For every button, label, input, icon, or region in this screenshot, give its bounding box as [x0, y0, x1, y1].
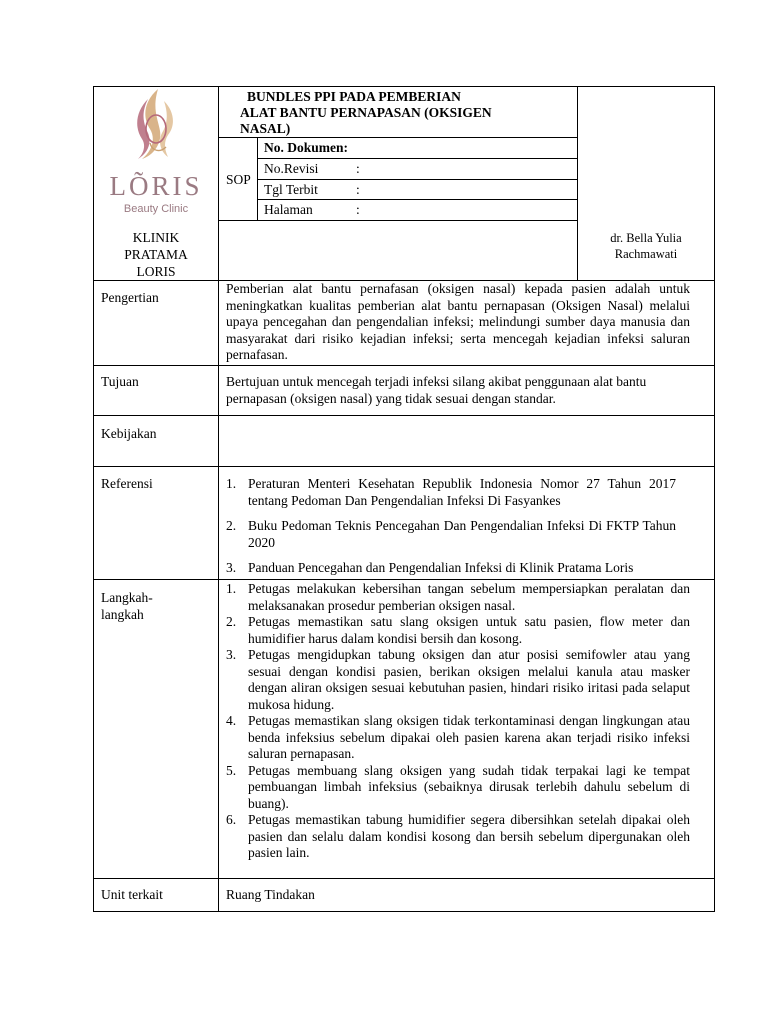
list-number: 5.	[226, 762, 237, 778]
field-label: Tgl Terbit	[264, 182, 318, 197]
clinic-name	[94, 229, 218, 280]
list-text: Petugas memastikan slang oksigen tidak terkontaminasi dengan lingkungan atau benda infeksius sebelum dipakai oleh pasien karena akan terjadi risiko infeksi saluran pernapasan.	[248, 713, 690, 761]
row-text-unit: Ruang Tindakan	[226, 887, 315, 902]
row-label-unit: Unit terkait	[101, 887, 163, 902]
referensi-list	[226, 476, 676, 577]
field-value: :	[356, 182, 360, 197]
row-label-referensi: Referensi	[101, 476, 153, 491]
list-number: 4.	[226, 713, 237, 728]
field-label: Halaman	[264, 202, 313, 217]
list-number: 2.	[226, 614, 237, 629]
list-number: 1.	[226, 476, 237, 491]
field-label: No.Revisi	[264, 161, 319, 176]
list-text: Petugas memastikan satu slang oksigen untuk satu pasien, flow meter dan humidifier harus dalam kondisi bersih dan kosong.	[248, 614, 690, 646]
list-item	[226, 763, 690, 813]
field-label: No. Dokumen:	[264, 140, 349, 155]
signatory-line-1: dr. Bella Yulia	[610, 231, 682, 245]
list-number: 1.	[226, 581, 237, 596]
list-number: 3.	[226, 560, 237, 575]
signatory	[578, 231, 714, 262]
clinic-logo	[94, 87, 218, 220]
row-label-tujuan: Tujuan	[101, 374, 139, 389]
list-item	[226, 560, 718, 577]
list-number: 2.	[226, 518, 237, 533]
logo-mark-icon	[94, 87, 218, 175]
field-halaman	[264, 202, 564, 219]
list-text: Buku Pedoman Teknis Pencegahan Dan Pengendalian Infeksi Di FKTP Tahun 2020	[248, 518, 676, 550]
list-number: 6.	[226, 812, 237, 827]
field-value: :	[356, 161, 360, 176]
list-item	[226, 518, 676, 551]
document-title	[240, 89, 572, 137]
list-text: Petugas membuang slang oksigen yang sudah tidak terpakai lagi ke tempat pembuangan limbah infeksius (sebaiknya dirusak terlebih dahulu sebelum di buang).	[248, 762, 690, 811]
title-line-1: BUNDLES PPI PADA PEMBERIAN	[247, 89, 461, 104]
list-text: Peraturan Menteri Kesehatan Republik Indonesia Nomor 27 Tahun 2017 tentang Pedoman Dan Pengendalian Infeksi Di Fasyankes	[248, 476, 676, 508]
title-line-2: ALAT BANTU PERNAPASAN (OKSIGEN	[240, 105, 492, 120]
row-label-kebijakan: Kebijakan	[101, 426, 157, 441]
langkah-list	[226, 581, 690, 862]
list-item	[226, 812, 690, 862]
list-text: Petugas mengidupkan tabung oksigen dan atur posisi semifowler atau yang sesuai dengan kondisi pasien, berikan oksigen melalui kanula atau masker dengan aliran oksigen sesuai kebutuhan pasien, hindari risiko iritasi pada selaput mukosa hidung.	[248, 647, 690, 712]
list-text: Petugas memastikan tabung humidifier segera dibersihkan setelah dipakai oleh pasien dan selalu dalam kondisi kosong dan bersih sebelum dipergunakan oleh pasien lain.	[248, 812, 690, 860]
list-item	[226, 647, 690, 713]
title-line-3: NASAL)	[240, 121, 291, 136]
row-text-tujuan: Bertujuan untuk mencegah terjadi infeksi silang akibat penggunaan alat bantu pernapasan (oksigen nasal) yang tidak sesuai dengan standar.	[226, 374, 647, 406]
field-no-dokumen	[264, 140, 348, 157]
clinic-line-1: KLINIK	[132, 230, 180, 245]
list-item	[226, 713, 690, 763]
field-no-revisi	[264, 161, 564, 178]
list-text: Panduan Pencegahan dan Pengendalian Infeksi di Klinik Pratama Loris	[248, 560, 634, 575]
list-item	[226, 614, 690, 647]
logo-subtitle: Beauty Clinic	[123, 203, 189, 215]
list-item	[226, 476, 676, 509]
logo-brand: LÕRIS	[109, 171, 203, 201]
list-number: 3.	[226, 647, 237, 662]
row-label-pengertian: Pengertian	[101, 290, 159, 305]
row-text-pengertian: Pemberian alat bantu pernafasan (oksigen nasal) kepada pasien adalah untuk meningkatkan kualitas pemberian alat bantu pernapasan (Oksigen Nasal) melalui upaya pencegahan dan pengendalian infeksi; melindungi sumber daya manusia dan masyarakat dari risiko kejadian infeksi; serta mencegah kejadian infeksi saluran pernafasan.	[226, 281, 690, 362]
sop-label: SOP	[226, 172, 251, 187]
clinic-line-3: LORIS	[136, 264, 176, 279]
field-tgl-terbit	[264, 182, 564, 199]
list-text: Petugas melakukan kebersihan tangan sebelum mempersiapkan peralatan dan melaksanakan prosedur pemberian oksigen nasal.	[248, 581, 690, 613]
clinic-line-2: PRATAMA	[124, 247, 188, 262]
signatory-line-2: Rachmawati	[614, 246, 678, 261]
row-label-langkah: Langkah-langkah	[101, 590, 153, 622]
field-value: :	[356, 202, 360, 217]
list-item	[226, 581, 690, 614]
